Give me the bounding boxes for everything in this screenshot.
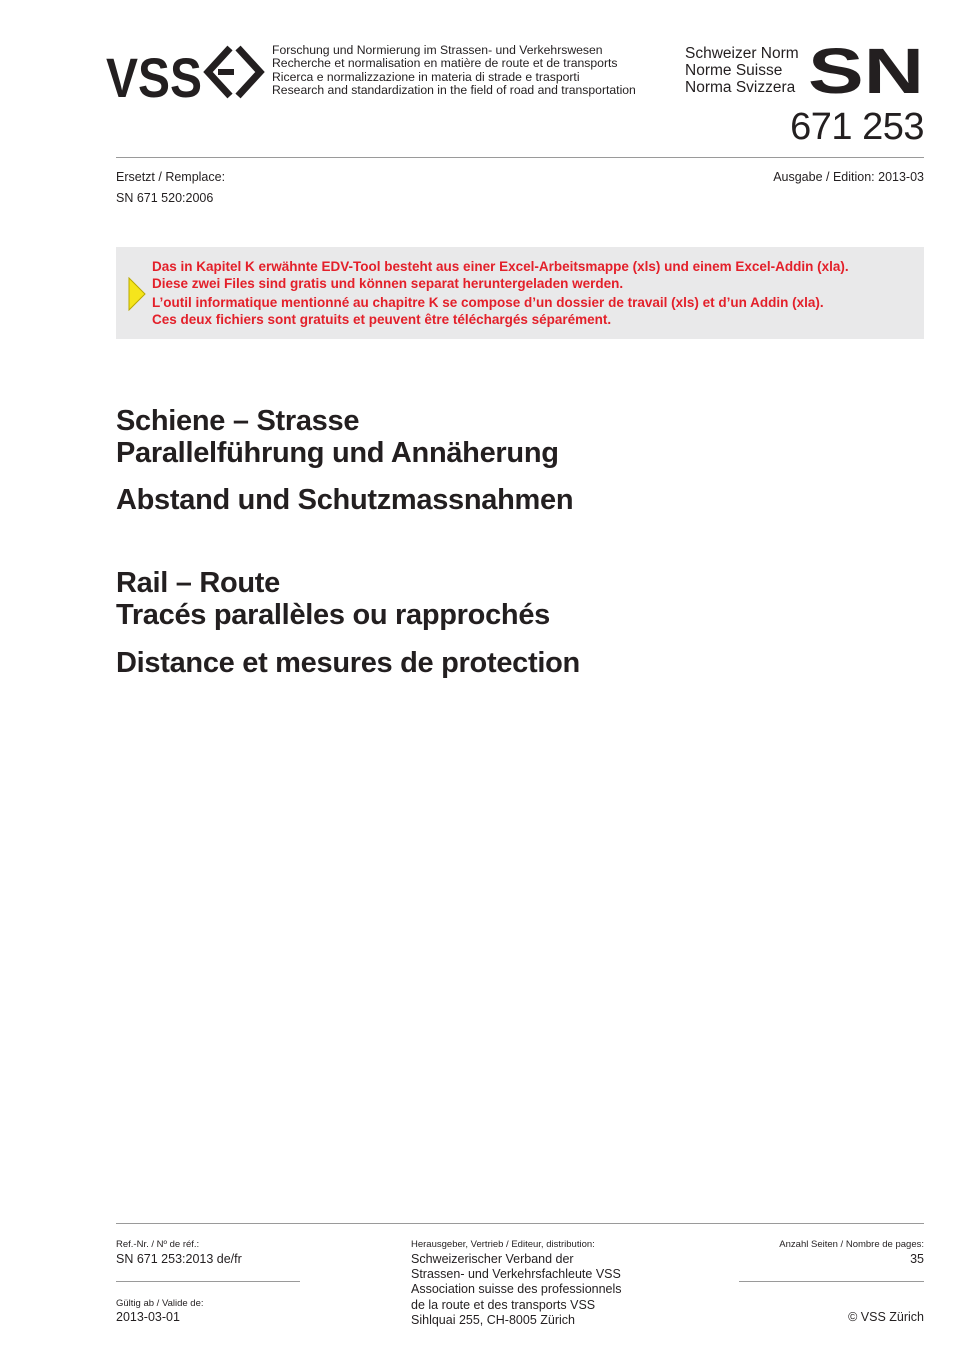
title-fr-line1: Rail – Route [116, 567, 280, 599]
title-fr [116, 568, 550, 631]
notice-paragraph-fr [152, 295, 849, 328]
publisher-line: Sihlquai 255, CH-8005 Zürich [411, 1312, 575, 1327]
footer-right-divider [739, 1281, 924, 1282]
notice-paragraph-de [152, 259, 849, 292]
publisher-line: Strassen- und Verkehrsfachleute VSS [411, 1267, 621, 1282]
header-divider [116, 157, 924, 158]
ref-label: Ref.-Nr. / Nº de réf.: [116, 1239, 200, 1250]
norm-label-de: Schweizer Norm [685, 45, 799, 62]
pages-label: Anzahl Seiten / Nombre de pages: [779, 1239, 924, 1250]
title-de-line2: Parallelführung und Annäherung [116, 436, 559, 469]
subtitle-de [116, 485, 573, 517]
publisher-address [411, 1252, 622, 1328]
tagline-de: Forschung und Normierung im Strassen- und Verkehrswesen [272, 43, 603, 57]
valid-value: 2013-03-01 [116, 1310, 180, 1324]
publisher-line: Schweizerischer Verband der [411, 1252, 574, 1266]
norm-label-fr: Norme Suisse [685, 62, 783, 79]
replaces-info [116, 170, 225, 212]
tagline-en: Research and standardization in the field of road and transportation [272, 83, 636, 98]
footer-left-divider [116, 1281, 300, 1282]
title-de-line3: Abstand und Schutzmassnahmen [116, 484, 574, 516]
vss-logo-text: VSS [106, 46, 202, 102]
publisher-line: de la route et des transports VSS [411, 1297, 596, 1312]
notice-line: Das in Kapitel K erwähnte EDV-Tool besteht aus einer Excel-Arbeitsmappe (xls) und einem Excel-Addin (xla). [152, 259, 849, 274]
valid-label: Gültig ab / Valide de: [116, 1298, 204, 1309]
title-fr-line3: Distance et mesures de protection [116, 647, 580, 679]
notice-line: Diese zwei Files sind gratis und können separat heruntergeladen werden. [152, 275, 624, 291]
edition-info: Ausgabe / Edition: 2013-03 [773, 170, 924, 184]
norm-label-it: Norma Svizzera [685, 79, 796, 96]
footer-divider [116, 1223, 924, 1224]
title-fr-line2: Tracés parallèles ou rapprochés [116, 598, 550, 631]
document-number: 671 253 [790, 106, 924, 148]
replaces-label: Ersetzt / Remplace: [116, 170, 226, 184]
publisher-line: Association suisse des professionnels [411, 1282, 622, 1297]
publisher-label: Herausgeber, Vertrieb / Editeur, distribution: [411, 1239, 595, 1250]
ref-value: SN 671 253:2013 de/fr [116, 1252, 242, 1266]
notice-line: Ces deux fichiers sont gratuits et peuvent être téléchargés séparément. [152, 311, 612, 327]
arrow-marker-icon [128, 277, 146, 311]
notice-text [152, 259, 849, 331]
sn-logo-text: SN [808, 45, 924, 95]
tagline-it: Ricerca e normalizzazione in materia di strade e trasporti [272, 69, 580, 84]
pages-value: 35 [910, 1252, 924, 1266]
organization-tagline [272, 44, 636, 98]
vss-logo [106, 42, 266, 102]
title-de-line1: Schiene – Strasse [116, 405, 360, 437]
notice-box [116, 247, 924, 339]
replaces-value: SN 671 520:2006 [116, 191, 214, 205]
sn-logo [808, 45, 924, 95]
subtitle-fr [116, 648, 580, 680]
notice-line: L’outil informatique mentionné au chapitre K se compose d’un dossier de travail (xls) et d’un Addin (xla). [152, 295, 824, 310]
copyright: © VSS Zürich [848, 1310, 924, 1324]
title-de [116, 406, 559, 469]
tagline-fr: Recherche et normalisation en matière de route et de transports [272, 56, 618, 71]
norm-type-label [685, 45, 799, 96]
